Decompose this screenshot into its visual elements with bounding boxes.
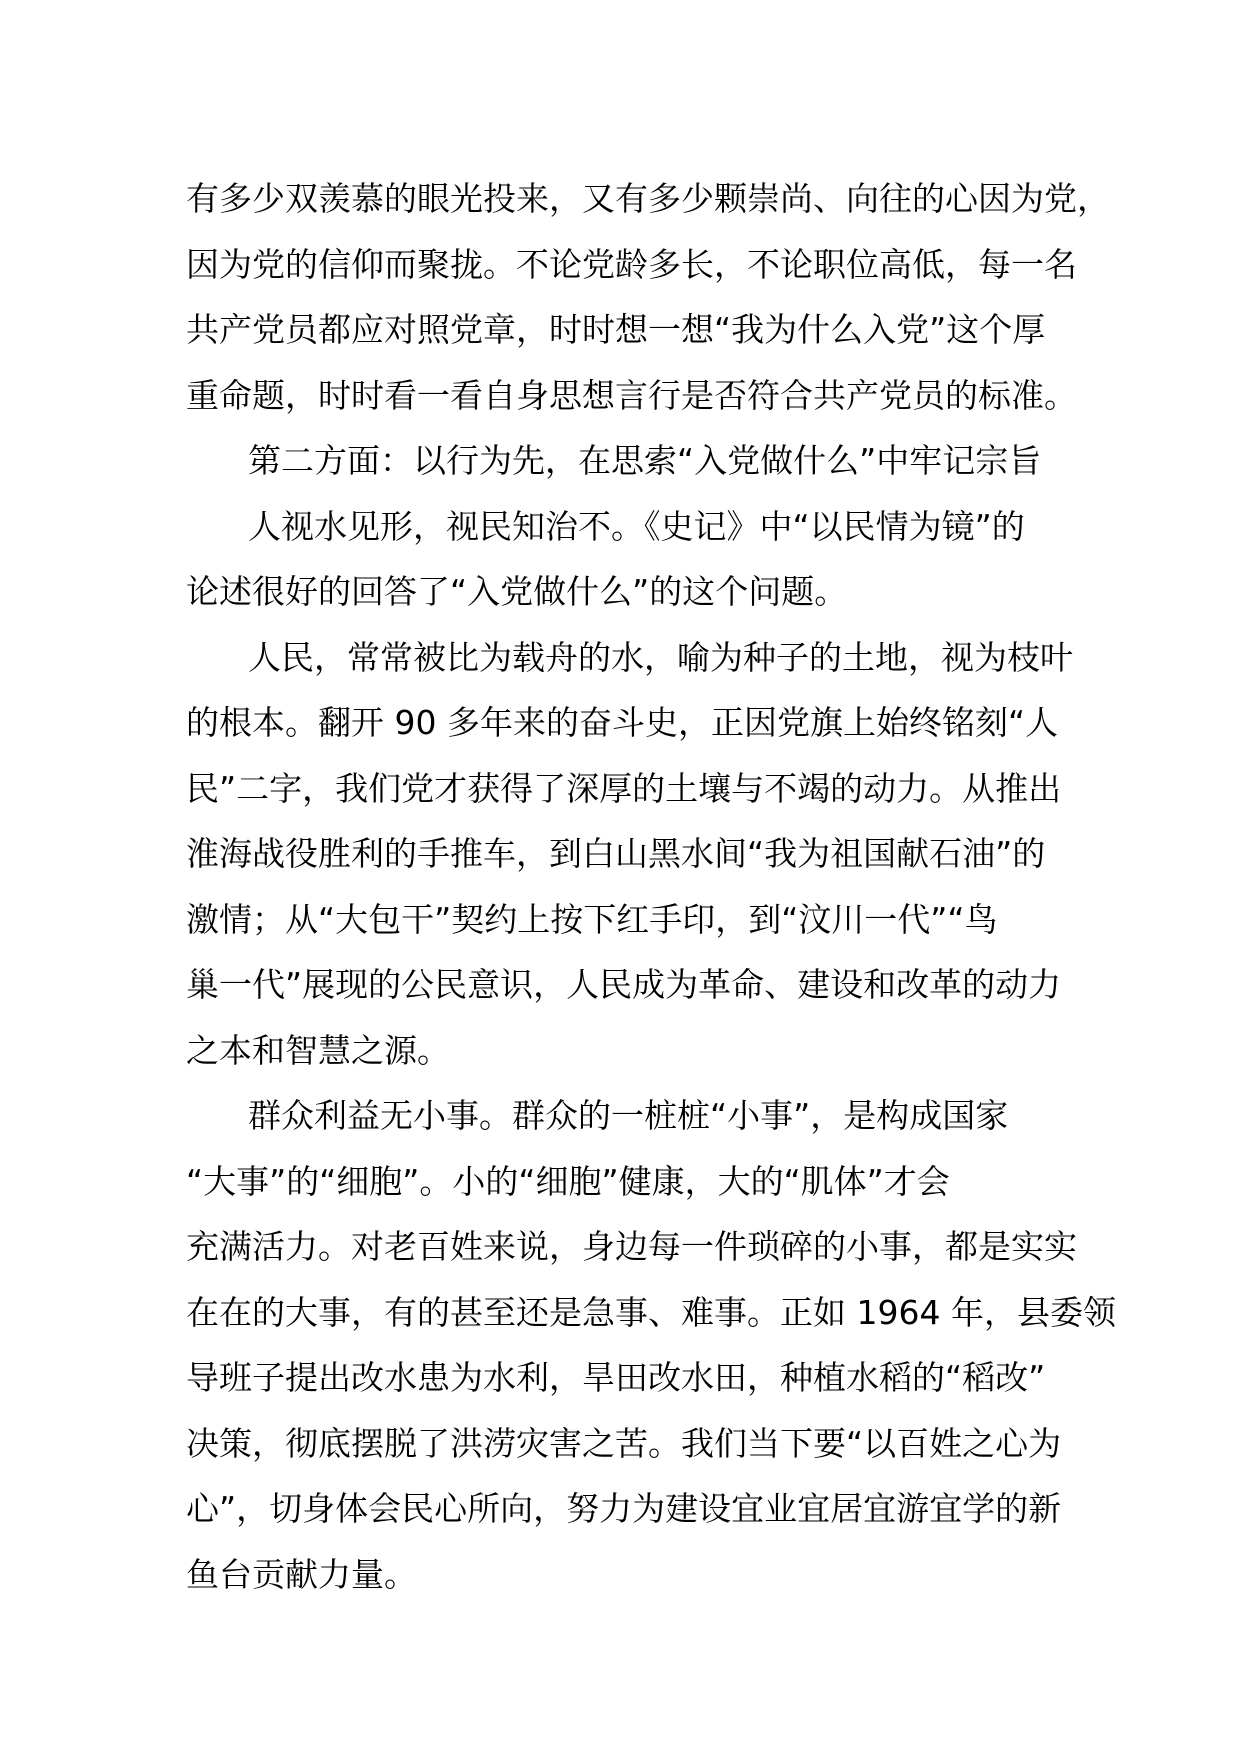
section-heading: 第二方面：以行为先，在思索“入党做什么”中牢记宗旨	[248, 441, 1042, 480]
text-line: 在在的大事，有的甚至还是急事、难事。正如 1964 年，县委领	[186, 1292, 1116, 1332]
text-line: 共产党员都应对照党章，时时想一想“我为什么入党”这个厚	[186, 310, 1046, 349]
text-line: 巢一代”展现的公民意识，人民成为革命、建设和改革的动力	[186, 965, 1062, 1004]
text-line: 因为党的信仰而聚拢。不论党龄多长，不论职位高低，每一名	[186, 244, 1077, 284]
text-line: 民”二字，我们党才获得了深厚的土壤与不竭的动力。从推出	[186, 768, 1062, 808]
body-text	[186, 166, 1116, 1607]
text-line: 淮海战役胜利的手推车，到白山黑水间“我为祖国献石油”的	[186, 834, 1046, 873]
text-line: 导班子提出改水患为水利，旱田改水田，种植水稻的“稻改”	[186, 1358, 1046, 1397]
text-line: 心”，切身体会民心所向，努力为建设宜业宜居宜游宜学的新	[186, 1489, 1062, 1528]
text-line: “大事”的“细胞”。小的“细胞”健康，大的“肌体”才会	[186, 1161, 950, 1201]
text-line: 之本和智慧之源。	[186, 1030, 450, 1070]
text-line: 群众利益无小事。群众的一桩桩“小事”，是构成国家	[248, 1096, 1009, 1135]
text-line: 的根本。翻开 90 多年来的奋斗史，正因党旗上始终铭刻“人	[186, 703, 1059, 742]
text-line: 有多少双羡慕的眼光投来，又有多少颗崇尚、向往的心因为党，	[186, 179, 1110, 218]
text-line: 重命题，时时看一看自身思想言行是否符合共产党员的标准。	[186, 375, 1077, 415]
text-line: 人视水见形，视民知治不。《史记》中“以民情为镜”的	[248, 506, 1025, 546]
text-line: 决策，彻底摆脱了洪涝灾害之苦。我们当下要“以百姓之心为	[186, 1423, 1062, 1463]
text-line: 论述很好的回答了“入党做什么”的这个问题。	[186, 572, 848, 611]
text-line: 鱼台贡献力量。	[186, 1554, 417, 1594]
text-line: 人民，常常被比为载舟的水，喻为种子的土地，视为枝叶	[248, 637, 1073, 677]
text-line: 激情；从“大包干”契约上按下红手印，到“汶川一代”“鸟	[186, 899, 998, 939]
text-line: 充满活力。对老百姓来说，身边每一件琐碎的小事，都是实实	[186, 1227, 1077, 1266]
